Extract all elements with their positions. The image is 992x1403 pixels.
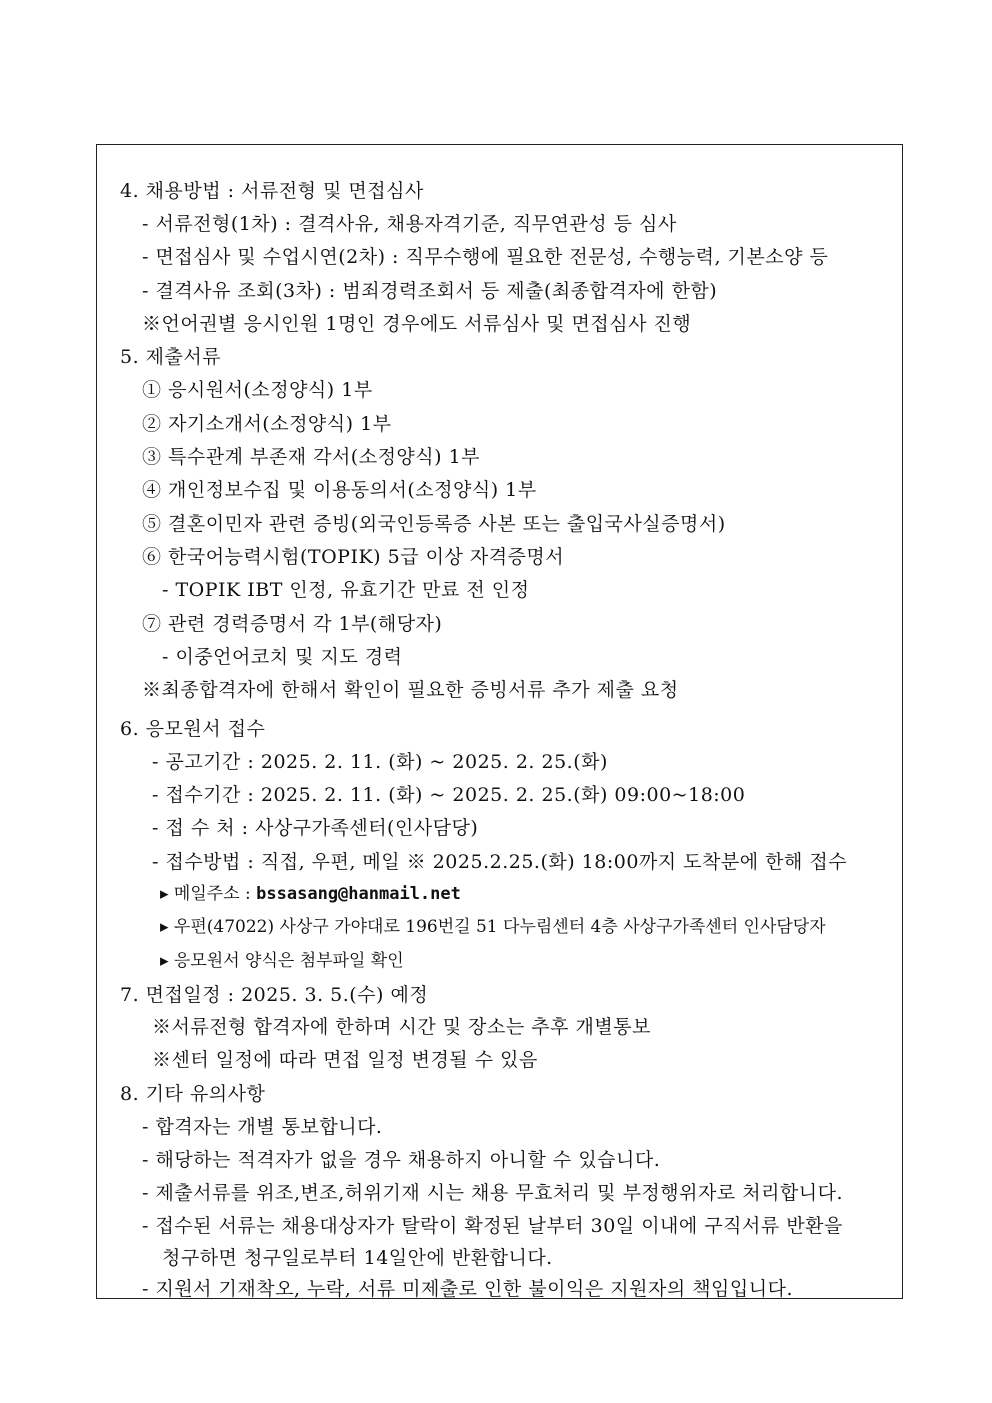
section-5-subitem: - TOPIK IBT 인정, 유효기간 만료 전 인정 xyxy=(162,579,530,601)
section-5-item: ⑥ 한국어능력시험(TOPIK) 5급 이상 자격증명서 xyxy=(142,546,565,568)
section-8-item: - 제출서류를 위조,변조,허위기재 시는 채용 무효처리 및 부정행위자로 처리합니다. xyxy=(142,1182,844,1204)
section-4-item: - 서류전형(1차) : 결격사유, 채용자격기준, 직무연관성 등 심사 xyxy=(142,213,677,235)
section-6-heading: 6. 응모원서 접수 xyxy=(120,718,266,740)
section-5-item: ③ 특수관계 부존재 각서(소정양식) 1부 xyxy=(142,446,481,468)
section-8-item: - 접수된 서류는 채용대상자가 탈락이 확정된 날부터 30일 이내에 구직서류 반환을 xyxy=(142,1215,843,1237)
section-5-subitem: - 이중언어코치 및 지도 경력 xyxy=(162,646,403,668)
section-6-item: - 공고기간 : 2025. 2. 11. (화) ~ 2025. 2. 25.(화) xyxy=(152,751,608,773)
section-5-item: ⑤ 결혼이민자 관련 증빙(외국인등록증 사본 또는 출입국사실증명서) xyxy=(142,513,726,535)
section-8-item: - 해당하는 적격자가 없을 경우 채용하지 아니할 수 있습니다. xyxy=(142,1149,661,1171)
section-5-item: ① 응시원서(소정양식) 1부 xyxy=(142,379,373,401)
section-8-heading: 8. 기타 유의사항 xyxy=(120,1083,266,1105)
section-6-item: - 접수방법 : 직접, 우편, 메일 ※ 2025.2.25.(화) 18:00까지 도착분에 한해 접수 xyxy=(152,851,848,873)
form-note: ▸ 응모원서 양식은 첨부파일 확인 xyxy=(160,951,404,971)
section-4-note: ※언어권별 응시인원 1명인 경우에도 서류심사 및 면접심사 진행 xyxy=(142,313,692,335)
email-label: ▸ 메일주소 : xyxy=(160,884,257,904)
section-6-item: - 접수기간 : 2025. 2. 11. (화) ~ 2025. 2. 25.(화) 09:00~18:00 xyxy=(152,784,746,806)
section-5-item: ② 자기소개서(소정양식) 1부 xyxy=(142,413,392,435)
section-8-item: - 합격자는 개별 통보합니다. xyxy=(142,1116,383,1138)
section-5-item: ④ 개인정보수집 및 이용동의서(소정양식) 1부 xyxy=(142,479,537,501)
section-8-item: - 지원서 기재착오, 누락, 서류 미제출로 인한 불이익은 지원자의 책임입니다. xyxy=(142,1278,794,1300)
section-4-item: - 결격사유 조회(3차) : 범죄경력조회서 등 제출(최종합격자에 한함) xyxy=(142,280,718,302)
section-7-note: ※서류전형 합격자에 한하며 시간 및 장소는 추후 개별통보 xyxy=(152,1016,651,1038)
email-address: bssasang@hanmail.net xyxy=(256,884,461,904)
section-5-note: ※최종합격자에 한해서 확인이 필요한 증빙서류 추가 제출 요청 xyxy=(142,679,679,701)
section-5-item: ⑦ 관련 경력증명서 각 1부(해당자) xyxy=(142,613,443,635)
section-5-heading: 5. 제출서류 xyxy=(120,346,222,368)
section-8-item-continued: 청구하면 청구일로부터 14일안에 반환합니다. xyxy=(162,1247,553,1269)
section-4-heading: 4. 채용방법 : 서류전형 및 면접심사 xyxy=(120,180,424,202)
section-7-note: ※센터 일정에 따라 면접 일정 변경될 수 있음 xyxy=(152,1049,538,1071)
section-7-heading: 7. 면접일정 : 2025. 3. 5.(수) 예정 xyxy=(120,984,429,1006)
email-line xyxy=(160,881,461,907)
post-address: ▸ 우편(47022) 사상구 가야대로 196번길 51 다누림센터 4층 사상구가족센터 인사담당자 xyxy=(160,917,826,937)
section-6-item: - 접 수 처 : 사상구가족센터(인사담당) xyxy=(152,817,479,839)
section-4-item: - 면접심사 및 수업시연(2차) : 직무수행에 필요한 전문성, 수행능력, 기본소양 등 xyxy=(142,246,829,268)
